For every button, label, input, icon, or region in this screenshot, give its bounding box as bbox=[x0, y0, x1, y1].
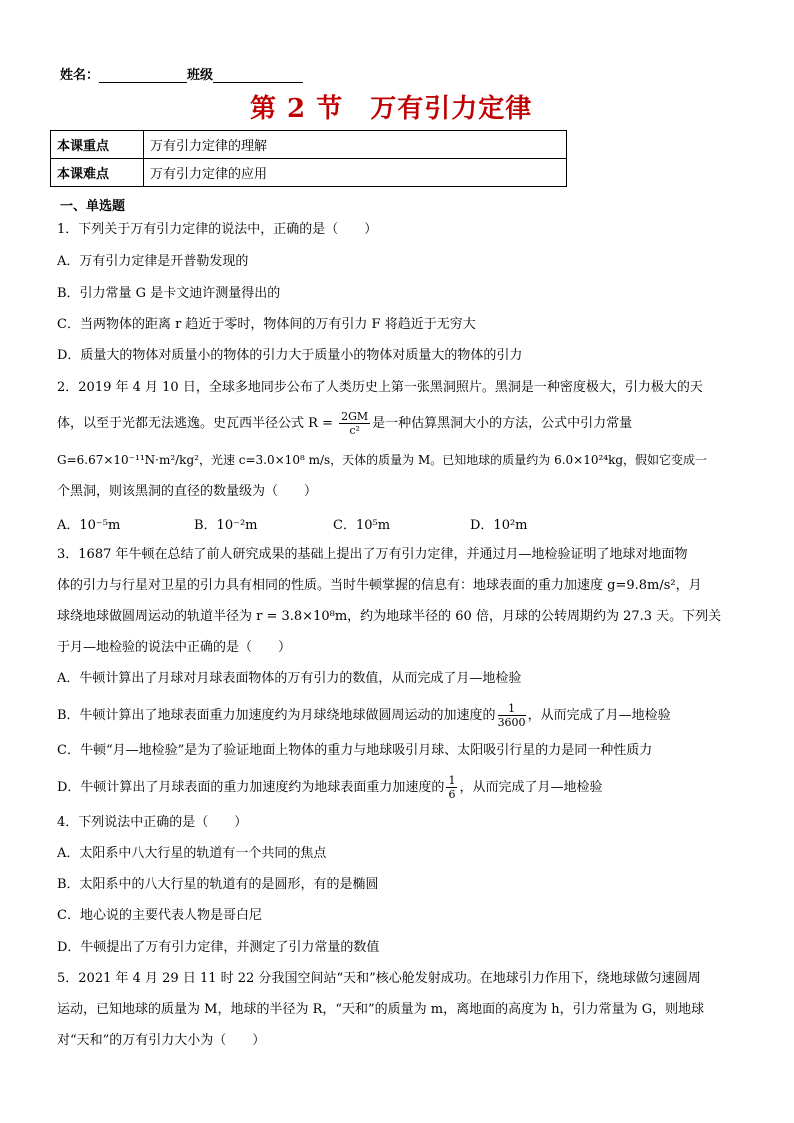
lesson-focus-table bbox=[50, 130, 567, 187]
fraction-numerator: 1 bbox=[498, 702, 526, 716]
q4-option-c: C．地心说的主要代表人物是哥白尼 bbox=[57, 908, 262, 923]
q3-option-c: C．牛顿“月—地检验”是为了验证地面上物体的重力与地球吸引月球、太阳吸引行星的力是同一种性质力 bbox=[57, 743, 653, 758]
q4-option-d: D．牛顿提出了万有引力定律，并测定了引力常量的数值 bbox=[57, 940, 380, 955]
q5-line-3: 对“天和”的万有引力大小为（ ） bbox=[57, 1033, 266, 1048]
q3-option-d bbox=[57, 774, 602, 801]
q1-stem: 1．下列关于万有引力定律的说法中，正确的是（ ） bbox=[57, 222, 378, 237]
q2-option-a: A．10⁻⁵m bbox=[57, 518, 121, 533]
focus-key: 本课重点 bbox=[51, 131, 144, 159]
page-title: 第 2 节 万有引力定律 bbox=[250, 94, 533, 124]
class-blank bbox=[213, 68, 303, 83]
q2-line-2b: 是一种估算黑洞大小的方法，公式中引力常量 bbox=[372, 416, 633, 431]
fraction-denominator: 6 bbox=[448, 788, 456, 801]
q3-line-4: 于月—地检验的说法中正确的是（ ） bbox=[57, 640, 292, 655]
table-row bbox=[51, 159, 567, 187]
q2-line-3: G=6.67×10⁻¹¹N·m²/kg²，光速 c=3.0×10⁸ m/s，天体的质量为 M。已知地球的质量约为 6.0×10²⁴kg，假如它变成一 bbox=[57, 453, 708, 467]
section-heading: 一、单选题 bbox=[60, 199, 126, 214]
difficulty-value: 万有引力定律的应用 bbox=[144, 159, 567, 187]
q5-line-1: 5．2021 年 4 月 29 日 11 时 22 分我国空间站“天和”核心舱发射成功。在地球引力作用下，绕地球做匀速圆周 bbox=[57, 971, 701, 986]
student-info-line bbox=[60, 64, 303, 83]
schwarzschild-formula bbox=[339, 410, 370, 437]
q3-option-d-text: D．牛顿计算出了月球表面的重力加速度约为地球表面重力加速度的 bbox=[57, 780, 445, 795]
fraction-numerator: 1 bbox=[448, 774, 456, 787]
class-label: 班级 bbox=[187, 68, 214, 83]
q2-option-d: D．10²m bbox=[470, 518, 528, 533]
difficulty-key: 本课难点 bbox=[51, 159, 144, 187]
q2-option-c: C．10⁵m bbox=[333, 518, 391, 533]
q3-line-3: 球绕地球做圆周运动的轨道半径为 r = 3.8×10⁸m，约为地球半径的 60 倍，月球的公转周期约为 27.3 天。下列关 bbox=[57, 609, 722, 624]
q3-option-a: A．牛顿计算出了月球对月球表面物体的万有引力的数值，从而完成了月—地检验 bbox=[57, 671, 522, 686]
name-label: 姓名： bbox=[60, 68, 100, 83]
q3-option-b-tail: ，从而完成了月—地检验 bbox=[527, 708, 671, 723]
table-row bbox=[51, 131, 567, 159]
q4-option-b: B．太阳系中的八大行星的轨道有的是圆形，有的是椭圆 bbox=[57, 877, 379, 892]
q2-line-2a: 体，以至于光都无法逃逸。史瓦西半径公式 R = bbox=[57, 416, 338, 431]
q2-line-1: 2．2019 年 4 月 10 日，全球多地同步公布了人类历史上第一张黑洞照片。黑洞是一种密度极大，引力极大的天 bbox=[57, 380, 703, 395]
q4-stem: 4．下列说法中正确的是（ ） bbox=[57, 815, 248, 830]
fraction-1-6 bbox=[446, 774, 457, 801]
q3-option-b-text: B．牛顿计算出了地球表面重力加速度约为月球绕地球做圆周运动的加速度的 bbox=[57, 708, 496, 723]
fraction-denominator: 3600 bbox=[497, 716, 526, 729]
q1-option-a: A．万有引力定律是开普勒发现的 bbox=[57, 254, 249, 269]
name-blank bbox=[99, 68, 187, 83]
q1-option-d: D．质量大的物体对质量小的物体的引力大于质量小的物体对质量大的物体的引力 bbox=[57, 348, 523, 363]
q4-option-a: A．太阳系中八大行星的轨道有一个共同的焦点 bbox=[57, 846, 327, 861]
q2-line-4: 个黑洞，则该黑洞的直径的数量级为（ ） bbox=[57, 484, 318, 499]
formula-denominator: c² bbox=[349, 424, 360, 437]
focus-value: 万有引力定律的理解 bbox=[144, 131, 567, 159]
formula-numerator: 2GM bbox=[341, 410, 369, 423]
q2-line-2 bbox=[57, 410, 632, 437]
q2-option-b: B．10⁻²m bbox=[194, 518, 258, 533]
q3-option-d-tail: ，从而完成了月—地检验 bbox=[459, 780, 603, 795]
q3-option-b bbox=[57, 702, 671, 729]
q1-option-b: B．引力常量 G 是卡文迪许测量得出的 bbox=[57, 286, 281, 301]
q1-option-c: C．当两物体的距离 r 趋近于零时，物体间的万有引力 F 将趋近于无穷大 bbox=[57, 317, 476, 332]
fraction-1-3600 bbox=[498, 702, 526, 729]
q3-line-1: 3．1687 年牛顿在总结了前人研究成果的基础上提出了万有引力定律，并通过月—地检验证明了地球对地面物 bbox=[57, 547, 688, 562]
q5-line-2: 运动，已知地球的质量为 M，地球的半径为 R，“天和”的质量为 m，离地面的高度为 h，引力常量为 G，则地球 bbox=[57, 1002, 705, 1017]
q3-line-2: 体的引力与行星对卫星的引力具有相同的性质。当时牛顿掌握的信息有：地球表面的重力加速度 g=9.8m/s²，月 bbox=[57, 578, 702, 593]
